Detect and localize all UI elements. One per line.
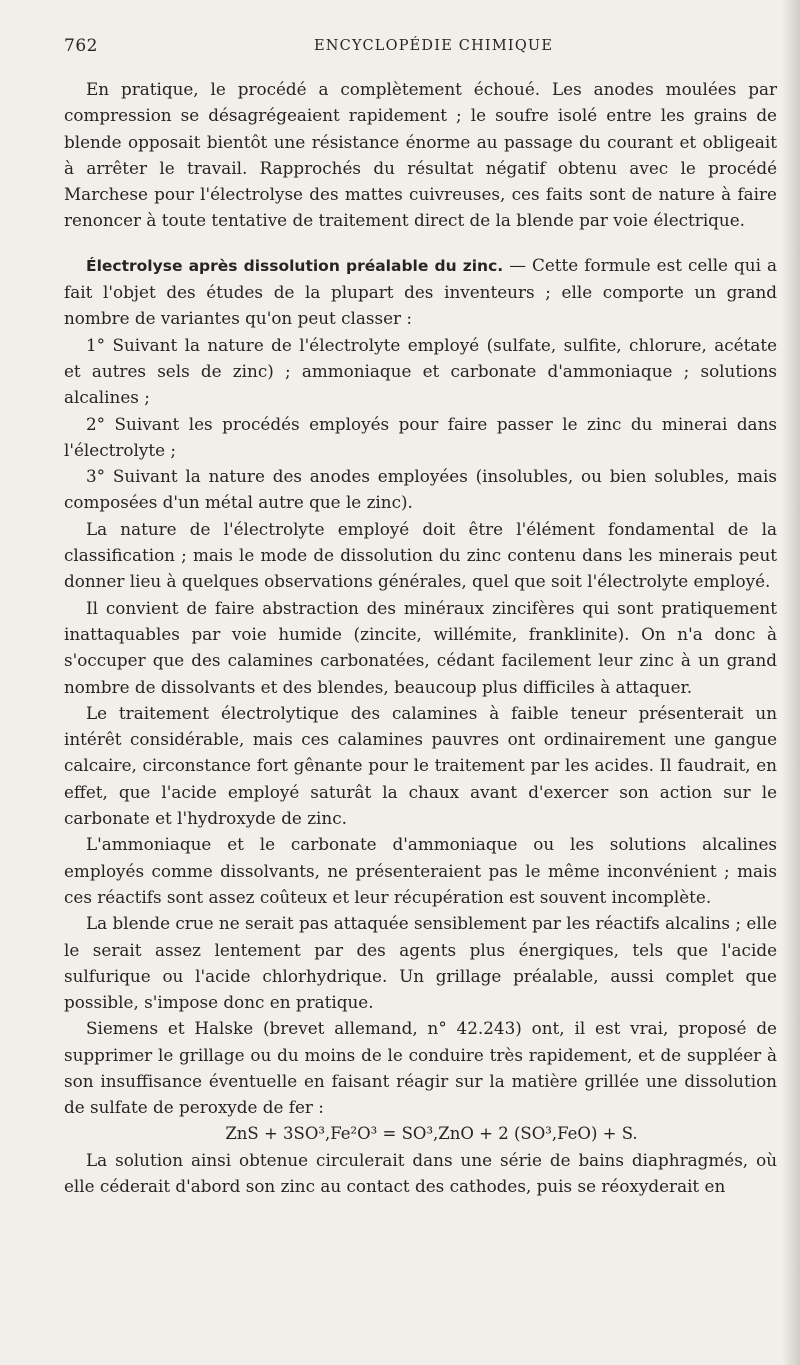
paragraph: Il convient de faire abstraction des minéraux zincifères qui sont pratiquement inattaquables par voie humide (zincite, willémite, franklinite). On n'a donc à s'occuper que des calamines carbonatées, cédant facilement leur zinc à un grand nombre de dissolvants et des blendes, beaucoup plus difficiles à attaquer. <box>64 597 777 697</box>
paragraph: Siemens et Halske (brevet allemand, n° 42.243) ont, il est vrai, proposé de supprimer le grillage ou du moins de le conduire très rapidement, et de suppléer à son insuffisance éventuelle en faisant réagir sur la matière grillée une dissolution de sulfate de peroxyde de fer : <box>64 1018 777 1118</box>
list-item: 2° Suivant les procédés employés pour faire passer le zinc du minerai dans l'électrolyte ; <box>64 413 777 460</box>
running-head: ENCYCLOPÉDIE CHIMIQUE <box>314 38 554 54</box>
section-paragraph <box>64 252 777 332</box>
section-intro: — Cette formule est celle qui a fait l'objet des études de la plupart des inventeurs ; elle comporte un grand nombre de variantes qu'on peut classer : <box>64 254 777 329</box>
chemical-formula: ZnS + 3SO³,Fe²O³ = SO³,ZnO + 2 (SO³,FeO) + S. <box>225 1123 638 1143</box>
page-edge-shadow <box>782 0 800 1365</box>
list-item: 1° Suivant la nature de l'électrolyte employé (sulfate, sulfite, chlorure, acétate et autres sels de zinc) ; ammoniaque et carbonate d'ammoniaque ; solutions alcalines ; <box>64 334 777 408</box>
paragraph: Le traitement électrolytique des calamines à faible teneur présenterait un intérêt considérable, mais ces calamines pauvres ont ordinairement une gangue calcaire, circonstance fort gênante pour le traitement par les acides. Il faudrait, en effet, que l'acide employé saturât la chaux avant d'exercer son action sur le carbonate et l'hydroxyde de zinc. <box>64 702 777 829</box>
page-header <box>64 36 760 60</box>
paragraph: La blende crue ne serait pas attaquée sensiblement par les réactifs alcalins ; elle le serait assez lentement par des agents plus énergiques, tels que l'acide sulfurique ou l'acide chlorhydrique. Un grillage préalable, aussi complet que possible, s'impose donc en pratique. <box>64 913 777 1013</box>
list-item: 3° Suivant la nature des anodes employées (insolubles, ou bien solubles, mais composées d'un métal autre que le zinc). <box>64 466 777 513</box>
page-number: 762 <box>64 36 98 56</box>
section-title: Électrolyse après dissolution préalable du zinc. <box>86 256 504 275</box>
paragraph: L'ammoniaque et le carbonate d'ammoniaque ou les solutions alcalines employés comme dissolvants, ne présenteraient pas le même inconvénient ; mais ces réactifs sont assez coûteux et leur récupération est souvent incomplète. <box>64 834 777 907</box>
paragraph: En pratique, le procédé a complètement échoué. Les anodes moulées par compression se désagrégeaient rapidement ; le soufre isolé entre les grains de blende opposait bientôt une résistance énorme au passage du courant et obligeait à arrêter le travail. Rapprochés du résultat négatif obtenu avec le procédé Marchese pour l'électrolyse des mattes cuivreuses, ces faits sont de nature à faire renoncer à toute tentative de traitement direct de la blende par voie électrique. <box>64 79 777 231</box>
paragraph: La nature de l'électrolyte employé doit être l'élément fondamental de la classification ; mais le mode de dissolution du zinc contenu dans les minerais peut donner lieu à quelques observations générales, quel que soit l'électrolyte employé. <box>64 518 777 592</box>
paragraph: La solution ainsi obtenue circulerait dans une série de bains diaphragmés, où elle céderait d'abord son zinc au contact des cathodes, puis se réoxyderait en <box>64 1149 777 1197</box>
body-text <box>64 76 777 1199</box>
